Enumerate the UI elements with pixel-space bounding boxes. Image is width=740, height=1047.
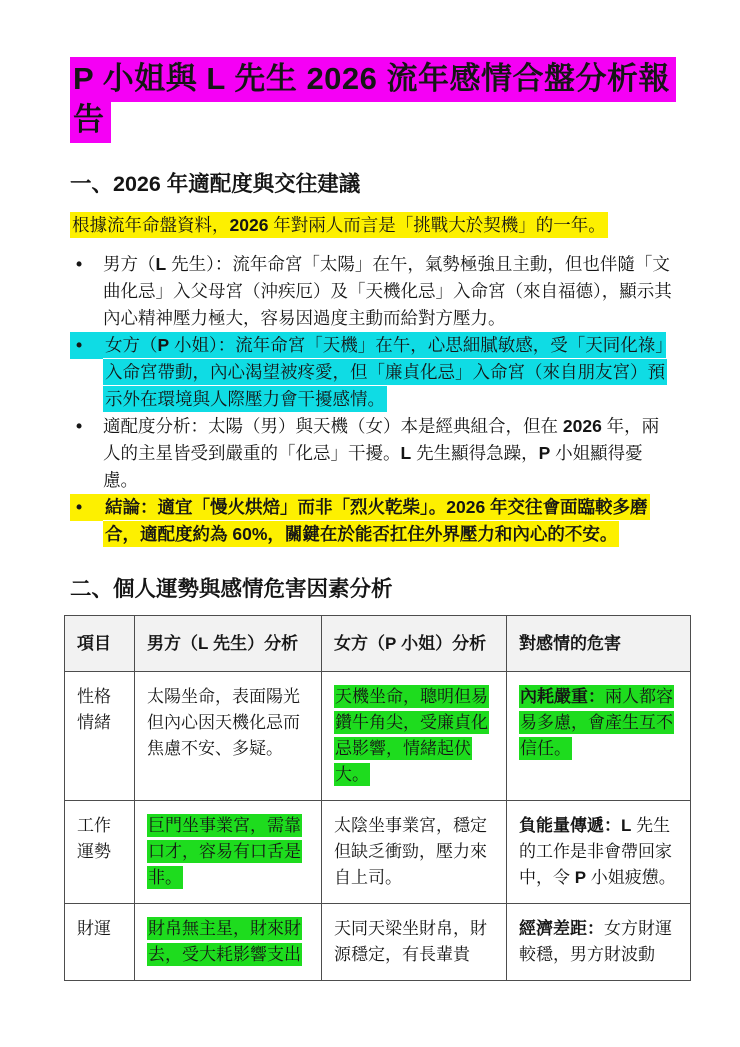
text-run: 根據流年命盤資料，2026 年對兩人而言是「挑戰大於契機」的一年。	[70, 212, 608, 238]
table-header-row	[65, 616, 691, 672]
bullet-list	[70, 251, 672, 548]
row-label-cell: 財運	[65, 904, 135, 981]
bullet-icon: •	[70, 494, 103, 521]
bullet-icon: •	[76, 416, 83, 436]
table-cell	[135, 672, 322, 801]
text-run: 太陰坐事業宮，穩定但缺乏衝勁，壓力來自上司。	[334, 816, 487, 887]
table-cell	[135, 904, 322, 981]
text-run: 負能量傳遞：L 先生的工作是非會帶回家中，令 P 小姐疲憊。	[519, 816, 676, 887]
text-run: 天同天梁坐財帛，財源穩定，有長輩貴	[334, 919, 487, 964]
bullet-text	[103, 413, 672, 494]
bullet-item	[70, 413, 672, 494]
section2-heading: 二、個人運勢與感情危害因素分析	[70, 577, 393, 601]
text-run: 天機坐命，聰明但易鑽牛角尖，受廉貞化忌影響，情緒起伏大。	[335, 687, 488, 784]
table-cell	[507, 672, 691, 801]
text-run: 巨門坐事業宮，需靠口才，容易有口舌是非。	[148, 816, 301, 887]
text-run: 適配度分析：太陽（男）與天機（女）本是經典組合，但在 2026 年，兩人的主星皆受到嚴重的「化忌」干擾。L 先生顯得急躁，P 小姐顯得憂慮。	[103, 416, 660, 490]
table-cell	[507, 904, 691, 981]
table-header-cell: 項目	[65, 616, 135, 672]
table-cell	[135, 801, 322, 904]
cell-lead-label: 內耗嚴重：	[520, 687, 605, 706]
table-row	[65, 904, 691, 981]
text-run: 結論：適宜「慢火烘焙」而非「烈火乾柴」。2026 年交往會面臨較多磨合，適配度約為 60%，關鍵在於能否扛住外界壓力和內心的不安。	[103, 494, 650, 547]
text-run: 太陽坐命，表面陽光但內心因天機化忌而焦慮不安、多疑。	[147, 687, 300, 758]
intro-highlight-line	[70, 212, 672, 239]
bullet-text	[103, 494, 672, 548]
report-title	[70, 58, 672, 140]
bullet-text	[103, 251, 672, 332]
table-body	[65, 672, 691, 981]
table-cell	[507, 801, 691, 904]
table-row	[65, 801, 691, 904]
bullet-icon: •	[70, 332, 103, 359]
cell-lead-label: 經濟差距：	[519, 919, 604, 938]
section1-heading: 一、2026 年適配度與交往建議	[70, 172, 361, 196]
table-row	[65, 672, 691, 801]
table-header-cell: 男方（L 先生）分析	[135, 616, 322, 672]
analysis-table	[64, 615, 691, 981]
table-cell	[322, 672, 507, 801]
bullet-item	[70, 494, 672, 548]
bullet-text	[103, 332, 672, 413]
table-cell	[322, 801, 507, 904]
bullet-item	[70, 251, 672, 332]
text-run: 女方（P 小姐）：流年命宮「天機」在午，心思細膩敏感，受「天同化祿」入命宮帶動，內心渴望被疼愛，但「廉貞化忌」入命宮（來自朋友宮）預示外在環境與人際壓力會干擾感情。	[103, 332, 667, 412]
title-highlight: P 小姐與 L 先生 2026 流年感情合盤分析報告	[70, 57, 676, 143]
text-run: 財帛無主星，財來財去，受大耗影響支出	[148, 919, 301, 964]
bullet-icon: •	[76, 254, 83, 274]
text-run: 男方（L 先生）：流年命宮「太陽」在午，氣勢極強且主動，但也伴隨「文曲化忌」入父母宮（沖疾厄）及「天機化忌」入命宮（來自福德），顯示其內心精神壓力極大，容易因過度主動而給對方壓力。	[103, 254, 672, 328]
table-cell	[322, 904, 507, 981]
text-run: 內耗嚴重：兩人都容易多慮，會產生互不信任。	[520, 687, 673, 758]
text-run: 經濟差距：女方財運較穩，男方財波動	[519, 919, 672, 964]
table-header-cell: 對感情的危害	[507, 616, 691, 672]
row-label-cell: 工作運勢	[65, 801, 135, 904]
bullet-item	[70, 332, 672, 413]
row-label-cell: 性格情緒	[65, 672, 135, 801]
cell-lead-label: 負能量傳遞：	[519, 816, 621, 835]
table-header-cell: 女方（P 小姐）分析	[322, 616, 507, 672]
table-head	[65, 616, 691, 672]
